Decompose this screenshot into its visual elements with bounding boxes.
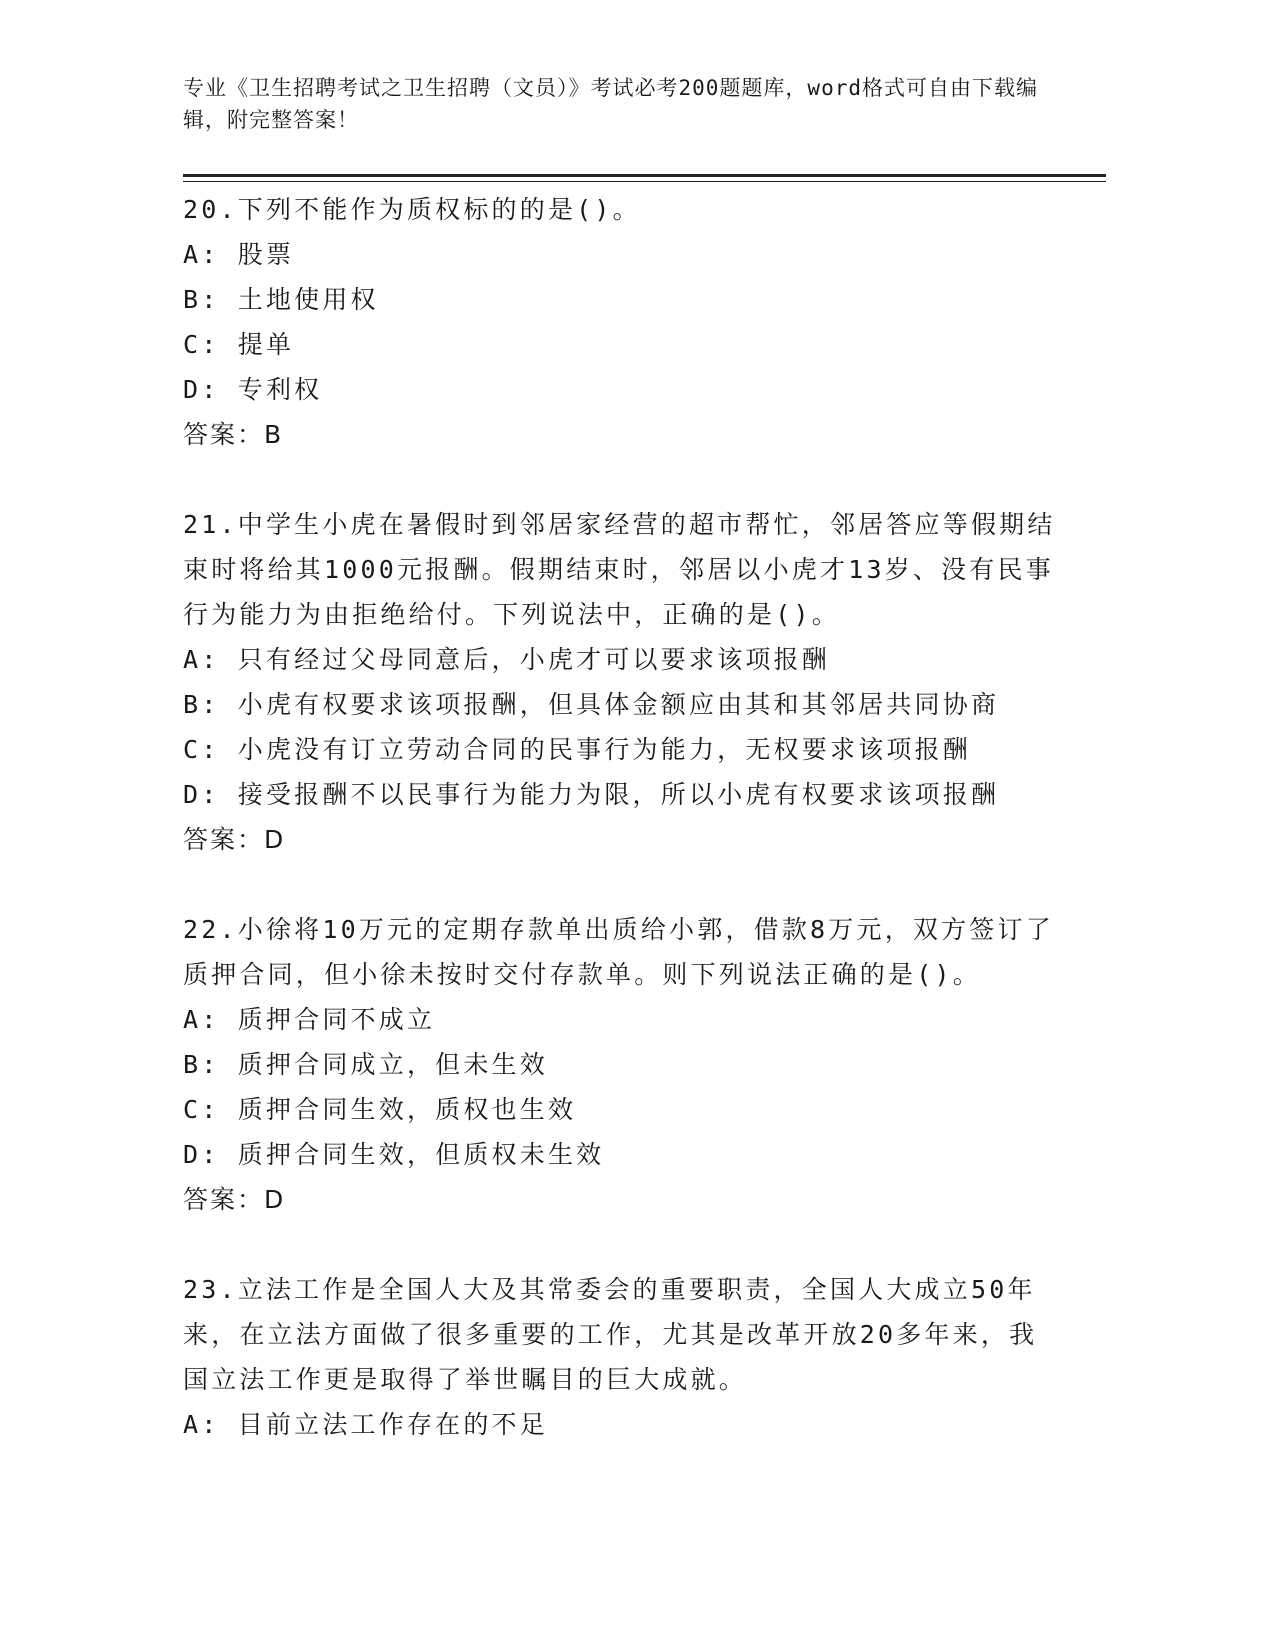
question-item <box>183 907 1063 1222</box>
question-item <box>183 502 1063 862</box>
header-divider-thick <box>183 174 1106 177</box>
option-a: A: 股票 <box>183 240 295 269</box>
question-item <box>183 187 1063 457</box>
option-d: D: 专利权 <box>183 375 323 404</box>
option-b: B: 土地使用权 <box>183 285 379 314</box>
option-a: A: 质押合同不成立 <box>183 1005 436 1034</box>
question-text: 21.中学生小虎在暑假时到邻居家经营的超市帮忙，邻居答应等假期结束时将给其1000元报酬。假期结束时，邻居以小虎才13岁、没有民事行为能力为由拒绝给付。下列说法中，正确的是()。 <box>183 510 1056 629</box>
question-text: 23.立法工作是全国人大及其常委会的重要职责，全国人大成立50年来，在立法方面做了很多重要的工作，尤其是改革开放20多年来，我国立法工作更是取得了举世瞩目的巨大成就。 <box>183 1275 1038 1394</box>
answer-line: 答案：D <box>183 1185 286 1214</box>
option-b: B: 小虎有权要求该项报酬，但具体金额应由其和其邻居共同协商 <box>183 690 1000 719</box>
document-header: 专业《卫生招聘考试之卫生招聘（文员）》考试必考200题题库，word格式可自由下载编辑，附完整答案！ <box>183 76 1038 132</box>
answer-line: 答案：B <box>183 420 284 449</box>
option-a: A: 目前立法工作存在的不足 <box>183 1410 548 1439</box>
option-c: C: 小虎没有订立劳动合同的民事行为能力，无权要求该项报酬 <box>183 735 971 764</box>
option-b: B: 质押合同成立，但未生效 <box>183 1050 548 1079</box>
header-divider-thin <box>183 181 1106 182</box>
question-text: 22.小徐将10万元的定期存款单出质给小郭，借款8万元，双方签订了质押合同，但小徐未按时交付存款单。则下列说法正确的是()。 <box>183 915 1054 989</box>
question-item <box>183 1267 1063 1447</box>
question-text: 20.下列不能作为质权标的的是()。 <box>183 195 641 224</box>
option-d: D: 质押合同生效，但质权未生效 <box>183 1140 605 1169</box>
option-c: C: 质押合同生效，质权也生效 <box>183 1095 577 1124</box>
option-c: C: 提单 <box>183 330 295 359</box>
option-a: A: 只有经过父母同意后，小虎才可以要求该项报酬 <box>183 645 830 674</box>
question-list <box>183 187 1063 1447</box>
option-d: D: 接受报酬不以民事行为能力为限，所以小虎有权要求该项报酬 <box>183 780 1000 809</box>
answer-line: 答案：D <box>183 825 286 854</box>
